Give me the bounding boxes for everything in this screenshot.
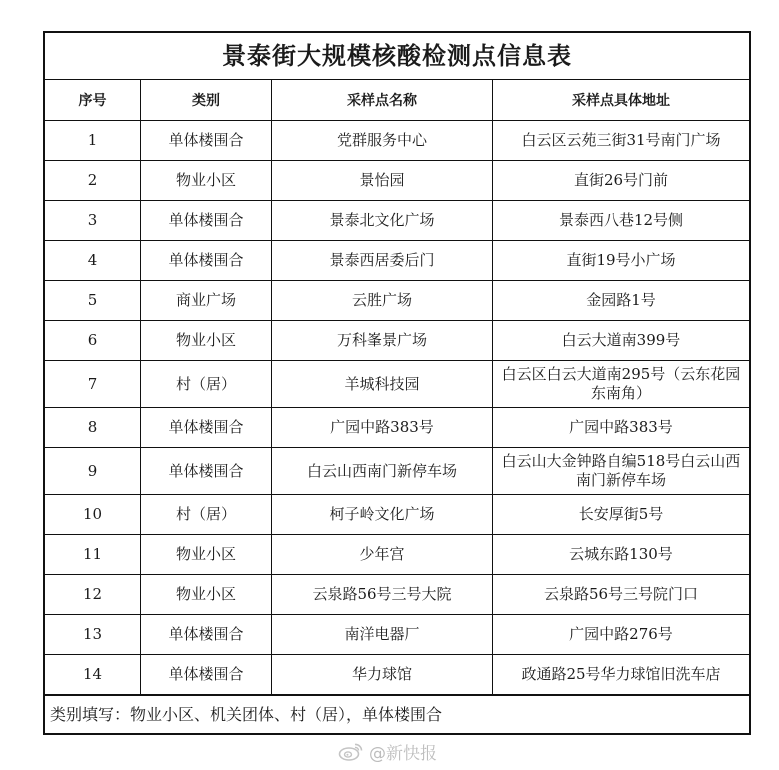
cell-type: 村（居） xyxy=(141,495,272,535)
table-row xyxy=(45,655,749,695)
weibo-icon xyxy=(338,741,364,761)
cell-name: 华力球馆 xyxy=(272,655,493,695)
table-row xyxy=(45,121,749,161)
table-row xyxy=(45,281,749,321)
header-type: 类别 xyxy=(141,80,272,121)
cell-name: 党群服务中心 xyxy=(272,121,493,161)
cell-name: 南洋电器厂 xyxy=(272,615,493,655)
cell-name: 景怡园 xyxy=(272,161,493,201)
cell-name: 广园中路383号 xyxy=(272,408,493,448)
table-row xyxy=(45,241,749,281)
cell-name: 景泰西居委后门 xyxy=(272,241,493,281)
cell-no: 1 xyxy=(45,121,141,161)
cell-no: 6 xyxy=(45,321,141,361)
cell-no: 12 xyxy=(45,575,141,615)
cell-no: 3 xyxy=(45,201,141,241)
cell-no: 8 xyxy=(45,408,141,448)
cell-name: 万科峯景广场 xyxy=(272,321,493,361)
cell-address: 白云区白云大道南295号（云东花园东南角） xyxy=(493,361,750,408)
source-watermark xyxy=(338,739,437,763)
cell-name: 云胜广场 xyxy=(272,281,493,321)
cell-type: 物业小区 xyxy=(141,575,272,615)
cell-no: 5 xyxy=(45,281,141,321)
cell-address: 云泉路56号三号院门口 xyxy=(493,575,750,615)
cell-type: 物业小区 xyxy=(141,321,272,361)
info-table-sheet xyxy=(43,31,751,735)
watermark-text: @新快报 xyxy=(369,743,437,764)
table-row xyxy=(45,535,749,575)
cell-no: 9 xyxy=(45,448,141,495)
cell-name: 少年宫 xyxy=(272,535,493,575)
category-note: 类别填写：物业小区、机关团体、村（居），单体楼围合 xyxy=(45,695,749,733)
table-row xyxy=(45,161,749,201)
cell-type: 单体楼围合 xyxy=(141,615,272,655)
cell-type: 物业小区 xyxy=(141,535,272,575)
cell-type: 单体楼围合 xyxy=(141,201,272,241)
table-row xyxy=(45,495,749,535)
cell-name: 景泰北文化广场 xyxy=(272,201,493,241)
cell-address: 直街26号门前 xyxy=(493,161,750,201)
cell-type: 单体楼围合 xyxy=(141,241,272,281)
table-row xyxy=(45,408,749,448)
cell-name: 柯子岭文化广场 xyxy=(272,495,493,535)
cell-address: 白云山大金钟路自编518号白云山西南门新停车场 xyxy=(493,448,750,495)
header-name: 采样点名称 xyxy=(272,80,493,121)
table-row xyxy=(45,361,749,408)
cell-type: 商业广场 xyxy=(141,281,272,321)
table-header-row xyxy=(45,80,749,121)
cell-address: 金园路1号 xyxy=(493,281,750,321)
cell-type: 单体楼围合 xyxy=(141,448,272,495)
cell-address: 广园中路383号 xyxy=(493,408,750,448)
table-row xyxy=(45,321,749,361)
cell-type: 单体楼围合 xyxy=(141,655,272,695)
cell-address: 白云区云苑三街31号南门广场 xyxy=(493,121,750,161)
cell-address: 云城东路130号 xyxy=(493,535,750,575)
cell-type: 物业小区 xyxy=(141,161,272,201)
table-row xyxy=(45,575,749,615)
header-no: 序号 xyxy=(45,80,141,121)
table-row xyxy=(45,448,749,495)
cell-no: 14 xyxy=(45,655,141,695)
cell-address: 广园中路276号 xyxy=(493,615,750,655)
cell-type: 单体楼围合 xyxy=(141,121,272,161)
cell-type: 单体楼围合 xyxy=(141,408,272,448)
cell-address: 景泰西八巷12号侧 xyxy=(493,201,750,241)
cell-type: 村（居） xyxy=(141,361,272,408)
cell-name: 云泉路56号三号大院 xyxy=(272,575,493,615)
cell-no: 7 xyxy=(45,361,141,408)
cell-no: 2 xyxy=(45,161,141,201)
table-row xyxy=(45,615,749,655)
test-site-table xyxy=(45,80,749,695)
cell-name: 羊城科技园 xyxy=(272,361,493,408)
cell-address: 政通路25号华力球馆旧洗车店 xyxy=(493,655,750,695)
header-address: 采样点具体地址 xyxy=(493,80,750,121)
cell-no: 4 xyxy=(45,241,141,281)
cell-address: 直街19号小广场 xyxy=(493,241,750,281)
cell-no: 11 xyxy=(45,535,141,575)
cell-no: 13 xyxy=(45,615,141,655)
cell-name: 白云山西南门新停车场 xyxy=(272,448,493,495)
cell-address: 白云大道南399号 xyxy=(493,321,750,361)
cell-no: 10 xyxy=(45,495,141,535)
page-title: 景泰街大规模核酸检测点信息表 xyxy=(45,33,749,80)
table-row xyxy=(45,201,749,241)
cell-address: 长安厚街5号 xyxy=(493,495,750,535)
